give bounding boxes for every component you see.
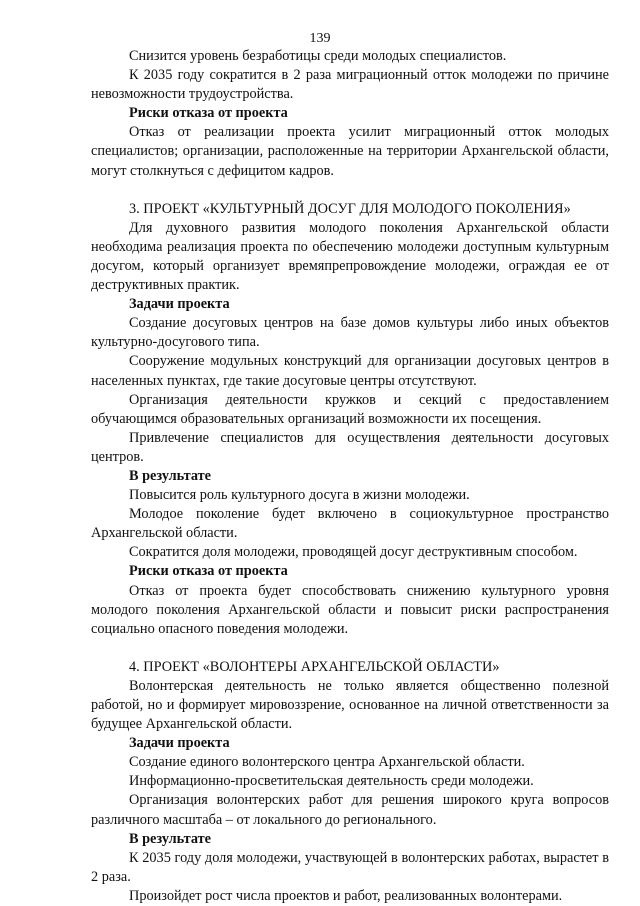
paragraph: Организация волонтерских работ для решения широкого круга вопросов различного масштаба – от локального до регионального. bbox=[91, 792, 609, 828]
paragraph: Отказ от реализации проекта усилит миграционный отток молодых специалистов; организации, расположенные на территории Архангельской области, могут столкнуться с дефицитом кадров. bbox=[91, 124, 609, 179]
paragraph: Сооружение модульных конструкций для организации досуговых центров в населенных пунктах, где такие досуговые центры отсутствуют. bbox=[91, 353, 609, 389]
paragraph: Создание единого волонтерского центра Архангельской области. bbox=[129, 754, 525, 771]
paragraph: Снизится уровень безработицы среди молодых специалистов. bbox=[129, 48, 507, 64]
paragraph: Повысится роль культурного досуга в жизни молодежи. bbox=[129, 487, 470, 504]
section-heading: 4. ПРОЕКТ «ВОЛОНТЕРЫ АРХАНГЕЛЬСКОЙ ОБЛАСТИ» bbox=[129, 658, 500, 675]
paragraph: К 2035 году сократится в 2 раза миграционный отток молодежи по причине невозможности трудоустройства. bbox=[91, 67, 609, 103]
paragraph: Произойдет рост числа проектов и работ, реализованных волонтерами. bbox=[129, 887, 563, 904]
section-heading: 3. ПРОЕКТ «КУЛЬТУРНЫЙ ДОСУГ ДЛЯ МОЛОДОГО ПОКОЛЕНИЯ» bbox=[129, 200, 571, 217]
paragraph: Волонтерская деятельность не только является общественно полезной работой, но и формирует мировоззрение, основанное на личной ответственности за будущее Архангельской области. bbox=[91, 677, 609, 733]
subheading: Риски отказа от проекта bbox=[129, 563, 288, 580]
paragraph: Для духовного развития молодого поколения Архангельской области необходима реализация проекта по обеспечению молодежи доступным культурным досугом, который организует времяпрепровождение молодежи, ограждая ее от деструктивных практик. bbox=[91, 219, 609, 294]
subheading: Задачи проекта bbox=[129, 735, 230, 752]
page-number: 139 bbox=[309, 31, 331, 46]
document-body bbox=[91, 47, 609, 906]
paragraph: Молодое поколение будет включено в социокультурное пространство Архангельской области. bbox=[91, 506, 609, 542]
subheading: Риски отказа от проекта bbox=[129, 105, 288, 122]
subheading: В результате bbox=[129, 830, 212, 847]
paragraph: Создание досуговых центров на базе домов культуры либо иных объектов культурно-досугового типа. bbox=[91, 315, 609, 351]
paragraph: Отказ от проекта будет способствовать снижению культурного уровня молодого поколения Архангельской области и повысит риски распространения социально опасного поведения молодежи. bbox=[91, 582, 609, 637]
paragraph: Привлечение специалистов для осуществления деятельности досуговых центров. bbox=[91, 429, 609, 465]
paragraph: Сократится доля молодежи, проводящей досуг деструктивным способом. bbox=[129, 544, 578, 561]
subheading: В результате bbox=[129, 467, 212, 484]
paragraph: Организация деятельности кружков и секций с предоставлением обучающимся образовательных организаций возможности их посещения. bbox=[91, 391, 609, 427]
paragraph: К 2035 году доля молодежи, участвующей в волонтерских работах, вырастет в 2 раза. bbox=[91, 849, 609, 885]
subheading: Задачи проекта bbox=[129, 296, 230, 313]
paragraph: Информационно-просветительская деятельность среди молодежи. bbox=[129, 773, 534, 790]
